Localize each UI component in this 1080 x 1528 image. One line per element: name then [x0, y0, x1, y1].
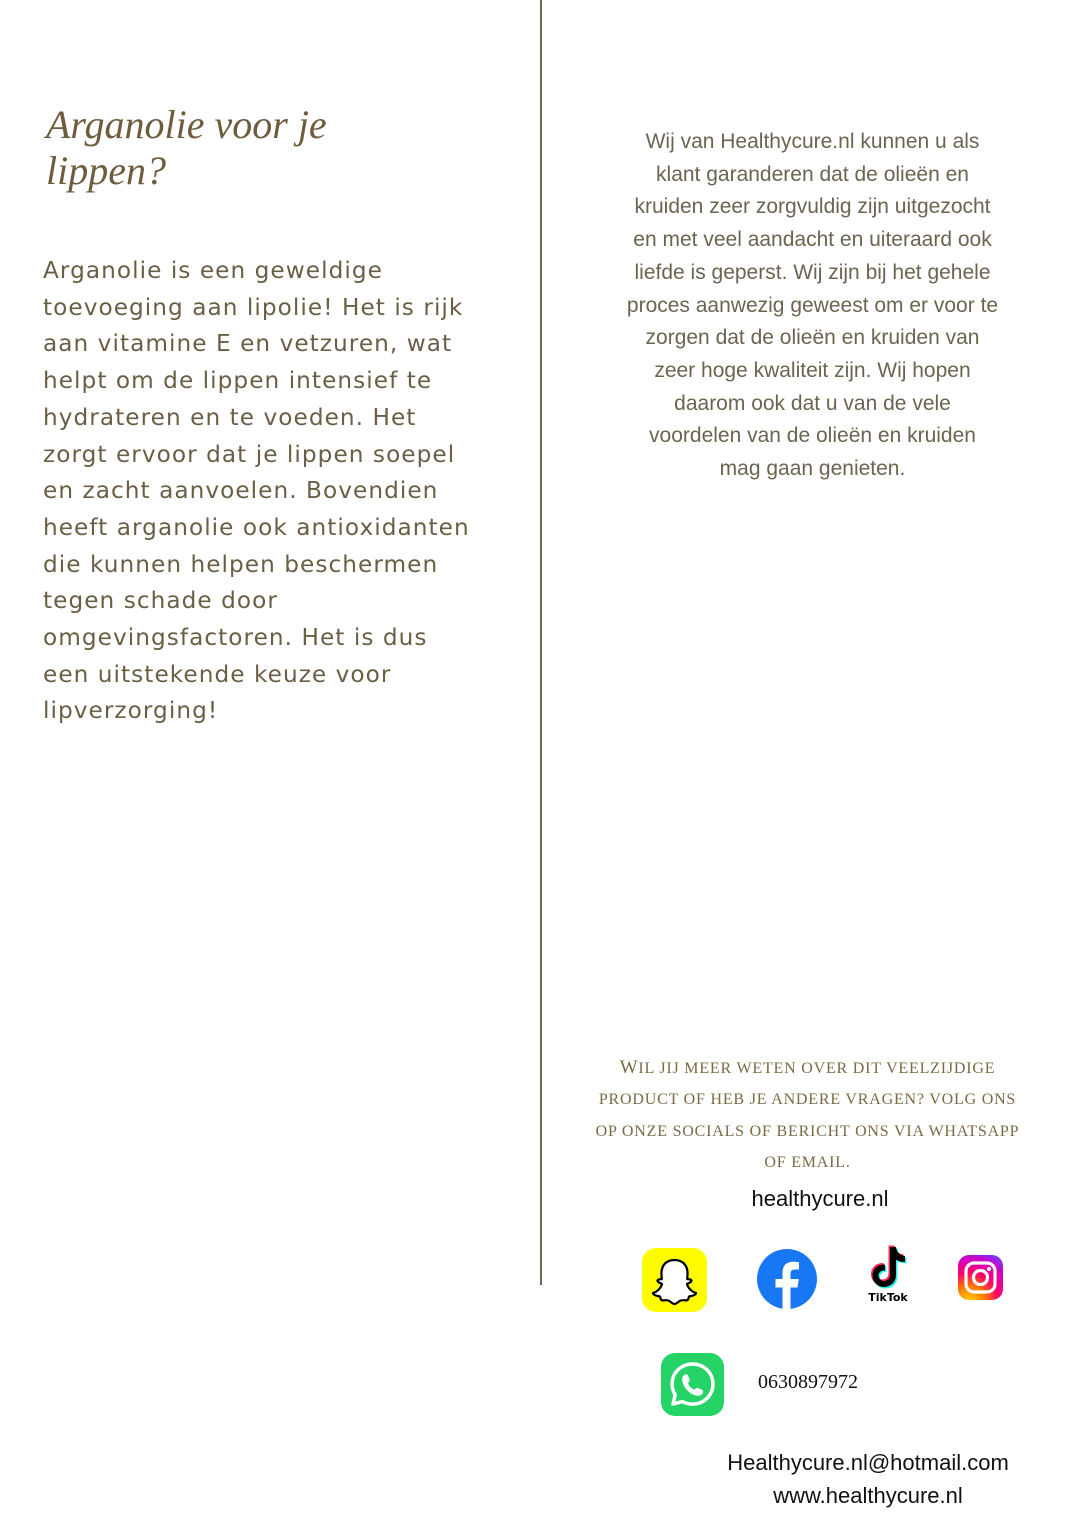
instagram-icon[interactable]	[958, 1255, 1003, 1300]
tiktok-icon[interactable]	[860, 1244, 916, 1306]
cta-initial: W	[619, 1057, 639, 1078]
phone-number[interactable]: 0630897972	[758, 1371, 858, 1393]
left-body-text: Arganolie is een geweldige toevoeging aan lipolie! Het is rijk aan vitamine E en vetzuren, wat helpt om de lippen intensief te hydrateren en te voeden. Het zorgt ervoor dat je lippen soepel en zacht aanvoelen. Bovendien heeft arganolie ook antioxidanten die kunnen helpen beschermen tegen schade door omgevingsfactoren. Het is dus een uitstekende keuze voor lipverzorging!	[43, 257, 470, 725]
column-divider	[540, 0, 542, 1285]
snapchat-icon[interactable]	[642, 1248, 707, 1312]
facebook-icon[interactable]	[756, 1248, 818, 1310]
page-title: Arganolie voor je lippen?	[46, 102, 327, 193]
tiktok-label: TikTok	[868, 1291, 908, 1304]
contact-call-to-action	[590, 1052, 1025, 1178]
healthycure-link[interactable]: healthycure.nl	[751, 1186, 889, 1211]
website-url[interactable]: www.healthycure.nl	[773, 1483, 963, 1508]
whatsapp-icon[interactable]	[661, 1353, 724, 1416]
email-address[interactable]: Healthycure.nl@hotmail.com	[727, 1450, 1009, 1475]
guarantee-text: Wij van Healthycure.nl kunnen u als klant garanderen dat de olieën en kruiden zeer zorgvuldig zijn uitgezocht en met veel aandacht en uiteraard ook liefde is geperst. Wij zijn bij het gehele proces aanwezig geweest om er voor te zorgen dat de olieën en kruiden van zeer hoge kwaliteit zijn. Wij hopen daarom ook dat u van de vele voordelen van de olieën en kruiden mag gaan genieten.	[626, 130, 999, 481]
cta-text: IL JIJ MEER WETEN OVER DIT VEELZIJDIGE PRODUCT OF HEB JE ANDERE VRAGEN? VOLG ONS OP ONZE SOCIALS OF BERICHT ONS VIA WHATSAPP OF EMAIL.	[595, 1060, 1020, 1171]
